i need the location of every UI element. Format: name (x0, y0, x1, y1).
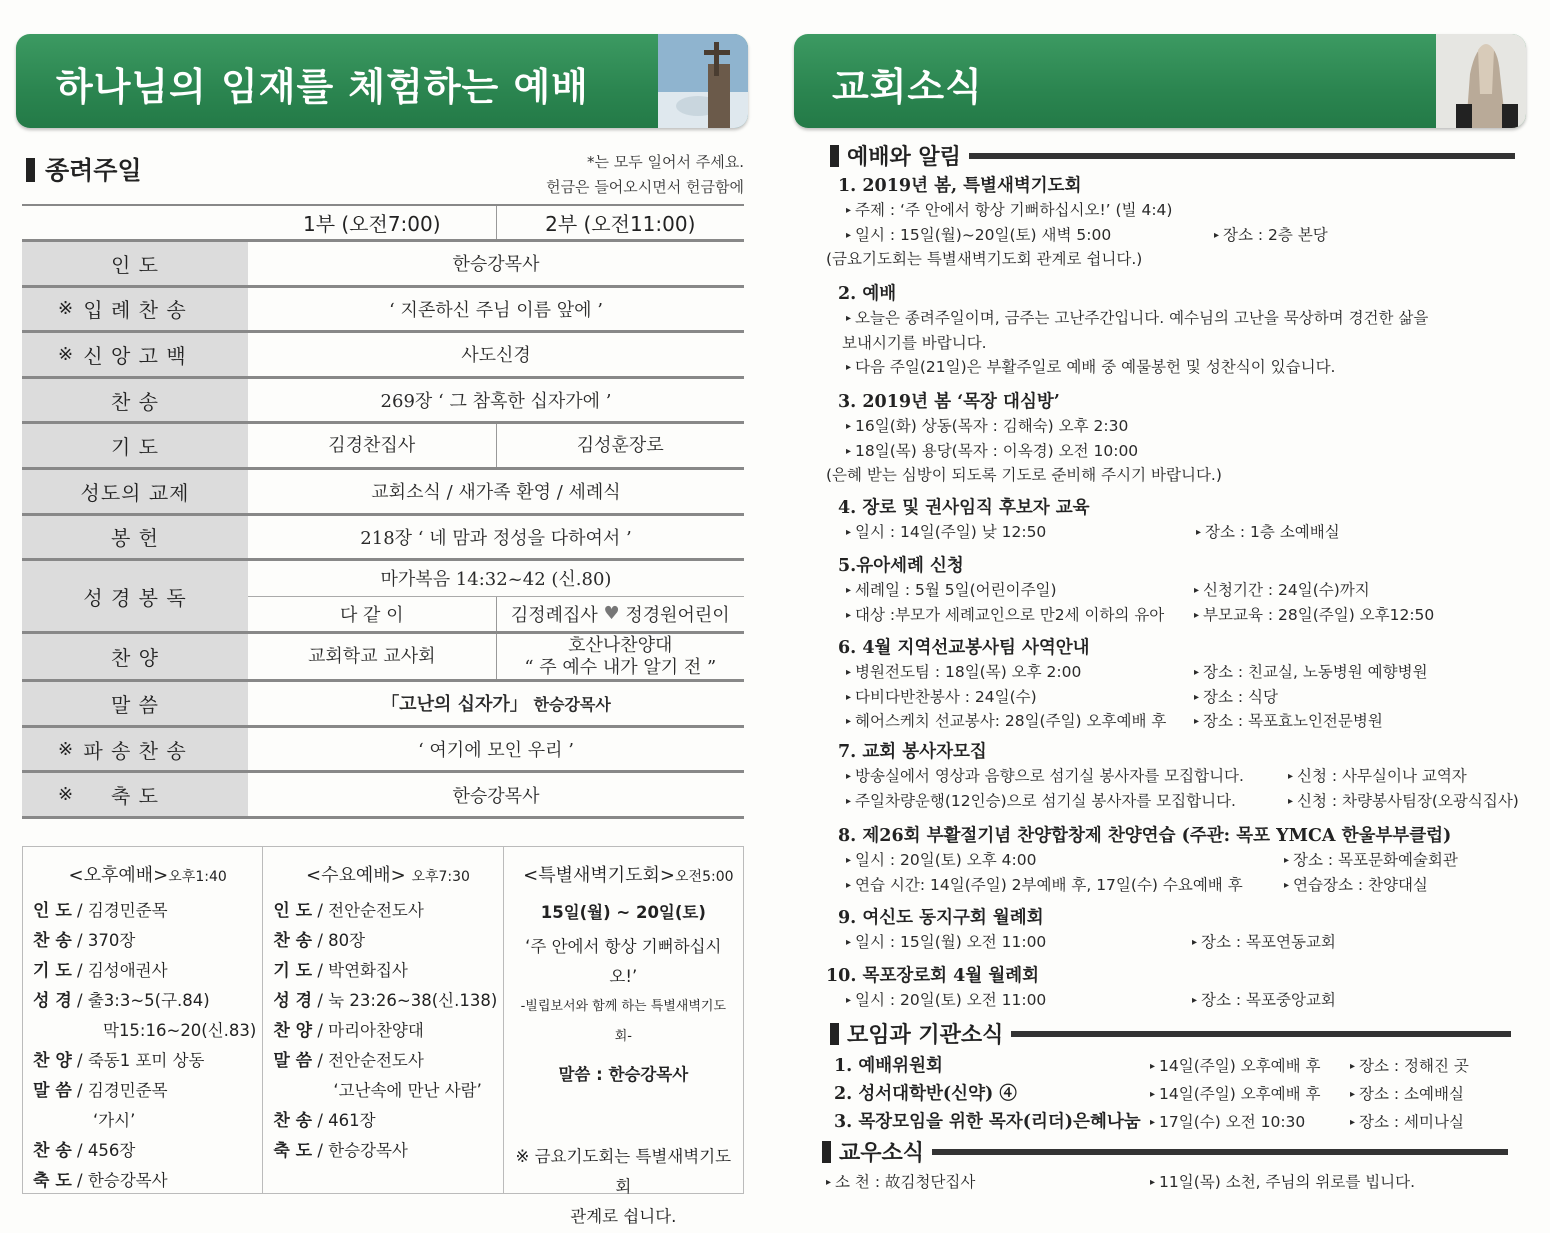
service-line-key: 찬 송 (273, 1111, 313, 1131)
group-place (1350, 1054, 1469, 1076)
dawn-date: 15일(월) ~ 20일(토) (540, 903, 706, 922)
service-line-value: 461장 (328, 1111, 376, 1130)
order-label: 인 도 (22, 242, 248, 285)
service-line (273, 1076, 502, 1106)
announcement-line (842, 331, 987, 353)
group-when (1150, 1110, 1305, 1132)
order-row (22, 634, 744, 682)
service-line-value: 눅 23:26~38(신.138) (328, 991, 498, 1010)
standing-mark: ※ (58, 343, 75, 365)
members-section-title (822, 1136, 1508, 1167)
service-line-key: 찬 양 (33, 1051, 72, 1071)
bullet-icon: ▸ (846, 691, 852, 703)
announcement-title: 2. 예배 (838, 284, 897, 304)
standing-mark: ※ (58, 784, 75, 806)
standing-mark: ※ (58, 298, 75, 320)
service-line: 찬 송 / 370장 (33, 931, 136, 951)
bullet-icon: ▸ (846, 585, 852, 596)
dawn-title-text: <특별새벽기도회> (523, 865, 676, 886)
order-label (22, 288, 248, 331)
section-bar (26, 158, 35, 182)
worship-banner (16, 34, 748, 128)
service-line: 축 도 / 한승강목사 (33, 1171, 168, 1191)
service-line-key: 성 경 (33, 991, 72, 1011)
service-line-value: ‘가시’ (93, 1111, 136, 1130)
announcement-line (846, 789, 1236, 811)
bullet-icon: ▸ (1214, 229, 1220, 241)
order-value-service-2 (496, 634, 745, 679)
service-line: 축 도 / 한승강목사 (273, 1141, 408, 1161)
praying-hands-image (1436, 34, 1526, 128)
order-label: 말 씀 (22, 682, 248, 725)
service-line: 찬 송 / 461장 (273, 1111, 376, 1131)
service-line-key: 찬 송 (273, 931, 313, 951)
group-when-text: 14일(주일) 오후예배 후 (1159, 1085, 1321, 1103)
preacher: 한승강목사 (533, 694, 611, 714)
announcement-detail-text: 장소 : 1층 소예배실 (1205, 523, 1340, 541)
service-section-title (26, 151, 142, 187)
service-line-value: 한승강목사 (87, 1171, 168, 1190)
order-label: 찬 양 (22, 634, 248, 679)
afternoon-time: 오후1:40 (168, 869, 227, 885)
announcement-line (846, 764, 1244, 786)
announcement-line-text: 18일(목) 용당(목자 : 이옥경) 오전 10:00 (855, 441, 1139, 460)
afternoon-title-text: <오후예배> (68, 865, 169, 886)
service-line: 기 도 / 박연화집사 (273, 961, 408, 981)
member-note-text: 11일(목) 소천, 주님의 위로를 빕니다. (1159, 1173, 1416, 1191)
scripture-reader-2 (496, 597, 745, 632)
service-line-value: 출3:3~5(구.84) (87, 991, 210, 1010)
announcement-detail (1288, 789, 1519, 811)
service-line-value: 456장 (87, 1141, 136, 1160)
group-when (1150, 1054, 1321, 1076)
service-line: 말 씀 / 전안순전도사 (273, 1051, 424, 1071)
announcement-detail (1196, 520, 1340, 542)
service-line: 찬 송 / 80장 (273, 931, 366, 951)
announcement-line (846, 578, 1057, 600)
order-value: 교회소식 / 새가족 환영 / 세례식 (371, 482, 621, 504)
service-line-key: 성 경 (273, 991, 313, 1011)
announcement-line-text: 대상 :부모가 세례교인으로 만2세 이하의 유아 (855, 605, 1165, 624)
group-title: 1. 예배위원회 (834, 1056, 943, 1076)
dawn-theme: ‘주 안에서 항상 기뻐하십시오!’ (525, 937, 722, 986)
order-row (22, 728, 744, 774)
announcement-line (846, 603, 1164, 625)
announcement-detail-text: 장소 : 목포연동교회 (1201, 933, 1336, 951)
announcement-line (826, 247, 1142, 269)
announcement-line-text: 일시 : 14일(주일) 낮 12:50 (855, 523, 1047, 541)
wednesday-title-text: <수요예배> (306, 865, 406, 886)
bullet-icon: ▸ (846, 667, 852, 678)
announcement-line-text: (금요기도회는 특별새벽기도회 관계로 쉽니다.) (826, 250, 1143, 268)
service-line-value: 죽동1 포미 상동 (87, 1051, 205, 1070)
announcement-line (846, 306, 1428, 328)
order-value: 한승강목사 (452, 254, 540, 276)
bullet-icon: ▸ (846, 609, 852, 621)
service-line-value: 마리아찬양대 (328, 1021, 424, 1040)
order-label: 성 경 봉 독 (22, 561, 248, 631)
announcement-line (846, 439, 1138, 461)
bullet-icon: ▸ (846, 879, 852, 891)
bullet-icon: ▸ (846, 229, 852, 241)
afternoon-title (33, 861, 262, 892)
group-place-text: 장소 : 정해진 곳 (1359, 1057, 1469, 1075)
group-when-text: 17일(수) 오전 10:30 (1159, 1113, 1306, 1131)
service-line-value: 한승강목사 (328, 1141, 408, 1160)
order-row (22, 424, 744, 470)
service-line-value: 김경민준목 (87, 1081, 168, 1100)
bullet-icon: ▸ (1284, 855, 1290, 866)
order-row (22, 682, 744, 728)
section-bar (822, 1141, 831, 1163)
announcement-line (846, 660, 1081, 682)
group-when-text: 14일(주일) 오후예배 후 (1159, 1057, 1321, 1075)
order-row (22, 516, 744, 562)
bullet-icon: ▸ (846, 445, 852, 457)
announcement-title: 1. 2019년 봄, 특별새벽기도회 (838, 176, 1082, 196)
bullet-icon: ▸ (846, 795, 852, 807)
service-line: 말 씀 / 김경민준목 (33, 1081, 168, 1101)
service-line: 기 도 / 김성애권사 (33, 961, 168, 981)
section-rule (932, 1149, 1508, 1155)
bullet-icon: ▸ (1284, 879, 1290, 891)
bullet-icon: ▸ (846, 421, 852, 432)
service-line-key: 말 씀 (33, 1081, 72, 1101)
announcement-line-text: 병원전도팀 : 18일(목) 오후 2:00 (855, 663, 1082, 681)
bullet-icon: ▸ (846, 313, 852, 324)
announcement-line-text: 연습 시간: 14일(주일) 2부예배 후, 17일(수) 수요예배 후 (855, 875, 1243, 894)
announcement-line (846, 223, 1111, 245)
member-item (826, 1170, 975, 1192)
bullet-icon: ▸ (1350, 1089, 1356, 1100)
announcement-line-text: 일시 : 20일(토) 오후 4:00 (855, 851, 1037, 869)
service-line-key: 인 도 (33, 901, 72, 921)
order-label: 봉 헌 (22, 516, 248, 559)
bullet-icon: ▸ (846, 937, 852, 948)
service-line-value: 김성애권사 (87, 961, 168, 980)
order-value (248, 682, 744, 725)
service-line-key: 찬 송 (33, 931, 72, 951)
announcement-detail-text: 부모교육 : 28일(주일) 오후12:50 (1203, 605, 1435, 624)
announcement-line-text: 다비다반찬봉사 : 24일(수) (855, 687, 1037, 706)
reader-name-b: 정경원어린이 (625, 604, 730, 626)
group-title: 2. 성서대학반(신약) ④ (834, 1084, 1017, 1104)
worship-banner-title: 하나님의 임재를 체험하는 예배 (56, 65, 589, 109)
service-line-value: 전안순전도사 (328, 901, 424, 920)
announcement-title: 7. 교회 봉사자모집 (838, 742, 987, 762)
bullet-icon: ▸ (1196, 527, 1202, 538)
announcement-line-text: 보내시기를 바랍니다. (842, 333, 987, 352)
dawn-prayer-box (503, 847, 743, 1226)
service-line: 찬 양 / 마리아찬양대 (273, 1021, 424, 1041)
order-value-service-2: 김성훈장로 (496, 424, 745, 467)
order-value: 218장 ‘ 네 맘과 정성을 다하여서 ’ (360, 527, 632, 549)
standing-mark: ※ (58, 738, 75, 760)
announcement-line (846, 685, 1037, 707)
notice-line-2: 헌금은 들어오시면서 헌금함에 (546, 178, 744, 196)
service-line: 성 경 / 눅 23:26~38(신.138) (273, 991, 498, 1011)
announcement-line-text: (은혜 받는 심방이 되도록 기도로 준비해 주시기 바랍니다.) (826, 466, 1222, 484)
service-line: 인 도 / 전안순전도사 (273, 901, 424, 921)
order-label: 찬 송 (22, 379, 248, 422)
service-line-key: 축 도 (273, 1141, 313, 1161)
bullet-icon: ▸ (846, 362, 852, 373)
announcement-line-text: 주제 : ‘주 안에서 항상 기뻐하십시오!’ (빌 4:4) (855, 201, 1173, 219)
member-item-text: 소 천 : 故김청단집사 (835, 1173, 976, 1191)
order-header (22, 204, 744, 242)
dawn-time: 오전5:00 (675, 869, 734, 885)
announcement-line-text: 방송실에서 영상과 음향으로 섬기실 봉사자를 모집합니다. (855, 767, 1244, 785)
order-label-text: 축 도 (111, 784, 159, 809)
service-line-key: 기 도 (273, 961, 313, 981)
announcement-title: 3. 2019년 봄 ‘목장 대심방’ (838, 392, 1060, 412)
order-label: 기 도 (22, 424, 248, 467)
service-line: 성 경 / 출3:3~5(구.84) (33, 991, 210, 1011)
group-when (1150, 1082, 1321, 1104)
bullet-icon: ▸ (826, 1177, 832, 1188)
order-label-text: 신 앙 고 백 (83, 343, 187, 368)
announcement-detail-text: 신청 : 사무실이나 교역자 (1297, 767, 1467, 785)
groups-list (826, 1052, 1526, 1132)
group-title: 3. 목장모임을 위한 목자(리더)은혜나눔 (834, 1112, 1141, 1132)
dawn-speaker: 말씀 : 한승강목사 (558, 1065, 689, 1084)
service-line (33, 1106, 262, 1136)
announcement-detail (1288, 764, 1467, 786)
announcement-line-text: 오늘은 종려주일이며, 금주는 고난주간입니다. 예수님의 고난을 묵상하며 경건한 삶을 (855, 309, 1429, 327)
service-line-key: 말 씀 (273, 1051, 313, 1071)
service-line-value: 370장 (87, 931, 136, 950)
order-row (22, 242, 744, 288)
order-label (22, 773, 248, 816)
service-line-value: ‘고난속에 만난 사람’ (333, 1081, 482, 1100)
order-value: ‘ 지존하신 주님 이름 앞에 ’ (389, 299, 603, 321)
announcements-section-title (830, 140, 1515, 171)
announcement-line-text: 헤어스케치 선교봉사: 28일(주일) 오후예배 후 (855, 712, 1167, 730)
service-line-value: 막15:16~20(신.83) (103, 1021, 257, 1040)
news-banner-title: 교회소식 (832, 65, 983, 109)
other-services (22, 846, 744, 1226)
section-bar (830, 1023, 839, 1045)
announcement-detail-text: 연습장소 : 찬양대실 (1293, 875, 1428, 894)
announcement-detail-text: 장소 : 식당 (1203, 687, 1278, 706)
service-line-value: 80장 (328, 931, 366, 950)
group-place (1350, 1110, 1464, 1132)
bullet-icon: ▸ (1194, 609, 1200, 621)
announcement-detail (1284, 873, 1428, 895)
announcement-title: 10. 목포장로회 4월 월례회 (826, 966, 1040, 986)
service-line-key: 찬 송 (33, 1141, 72, 1161)
section-bar (830, 145, 839, 167)
bullet-icon: ▸ (846, 855, 852, 866)
bullet-icon: ▸ (1288, 771, 1294, 782)
service-2-label: 2부 (오전11:00) (496, 206, 745, 239)
section-rule (969, 153, 1515, 159)
announcement-title: 4. 장로 및 권사임직 후보자 교육 (838, 498, 1090, 518)
announcement-title: 8. 제26회 부활절기념 찬양합창제 찬양연습 (주관: 목포 YMCA 한울부부클럽) (838, 826, 1452, 846)
service-line-key: 인 도 (273, 901, 313, 921)
order-value: 269장 ‘ 그 참혹한 십자가에 ’ (380, 391, 612, 413)
dawn-title (514, 861, 743, 892)
news-banner (794, 34, 1526, 128)
service-line-value: 김경민준목 (87, 901, 168, 920)
announcement-line (846, 198, 1172, 220)
announcement-detail-text: 장소 : 2층 본당 (1223, 225, 1328, 244)
order-row (22, 561, 744, 634)
announcement-detail (1194, 660, 1428, 682)
announcement-line-text: 일시 : 15일(월) 오전 11:00 (855, 933, 1047, 951)
bullet-icon: ▸ (1150, 1177, 1156, 1188)
announcement-detail-text: 신청 : 차량봉사팀장(오광식집사) (1297, 791, 1519, 810)
bullet-icon: ▸ (846, 716, 852, 727)
service-line: 찬 양 / 죽동1 포미 상동 (33, 1051, 205, 1071)
announcement-detail (1194, 578, 1370, 600)
bullet-icon: ▸ (1192, 937, 1198, 948)
afternoon-service-box (23, 847, 262, 1193)
bullet-icon: ▸ (1194, 667, 1200, 678)
section-rule (1011, 1031, 1511, 1037)
bullet-icon: ▸ (1288, 795, 1294, 807)
order-label: 성도의 교제 (22, 470, 248, 513)
bullet-icon: ▸ (846, 995, 852, 1006)
dawn-subtitle: -빌립보서와 함께 하는 특별새벽기도회- (520, 999, 727, 1044)
announcement-detail (1192, 988, 1336, 1010)
service-line: 인 도 / 김경민준목 (33, 901, 168, 921)
announcement-detail (1284, 848, 1458, 870)
announcement-detail-text: 신청기간 : 24일(수)까지 (1203, 581, 1370, 599)
order-value-service-1: 김경찬집사 (328, 434, 416, 456)
order-label-text: 파 송 찬 송 (83, 738, 187, 763)
afternoon-lines (33, 896, 262, 1196)
announcement-line (846, 709, 1166, 731)
order-row (22, 379, 744, 425)
bullet-icon: ▸ (1350, 1061, 1356, 1072)
service-line-value: 박연화집사 (328, 961, 408, 980)
announcement-line (846, 988, 1046, 1010)
announcement-title: 5.유아세례 신청 (838, 556, 964, 576)
announcement-detail (1192, 930, 1336, 952)
service-line: 찬 송 / 456장 (33, 1141, 136, 1161)
service-1-label: 1부 (오전7:00) (302, 212, 441, 236)
announcement-detail (1194, 685, 1278, 707)
announcement-line-text: 16일(화) 상동(목자 : 김해숙) 오후 2:30 (855, 417, 1129, 435)
service-line-key: 축 도 (33, 1171, 72, 1191)
order-row (22, 773, 744, 819)
order-value: 한승강목사 (452, 785, 540, 807)
bullet-icon: ▸ (1150, 1061, 1156, 1072)
scripture-reference: 마가복음 14:32~42 (신.80) (248, 561, 744, 597)
service-line-key: 찬 양 (273, 1021, 313, 1041)
bullet-icon: ▸ (1350, 1117, 1356, 1128)
announcement-line-text: 세례일 : 5월 5일(어린이주일) (855, 581, 1057, 599)
announcement-detail-text: 장소 : 목포문화예술회관 (1293, 851, 1458, 869)
order-value: 사도신경 (461, 345, 531, 367)
dawn-note-1: ※ 금요기도회는 특별새벽기도회 (515, 1147, 732, 1196)
announcements (826, 172, 1526, 1012)
members-news (826, 1168, 1526, 1194)
order-label (22, 333, 248, 376)
sermon-title: 「고난의 십자가」 (381, 694, 528, 716)
order-row (22, 333, 744, 379)
reader-name-a: 김정례집사 (510, 604, 598, 626)
group-place-text: 장소 : 세미나실 (1359, 1113, 1464, 1131)
section-title-text: 예배와 알림 (847, 145, 961, 170)
order-row (22, 470, 744, 516)
announcement-line-text: 일시 : 15일(월)~20일(토) 새벽 5:00 (855, 225, 1112, 244)
announcement-detail-text: 장소 : 목포중앙교회 (1201, 991, 1336, 1009)
section-title-text: 교우소식 (839, 1141, 925, 1166)
announcement-line (826, 463, 1222, 485)
service-line (33, 1016, 262, 1046)
order-of-service (22, 204, 744, 819)
announcement-line-text: 다음 주일(21일)은 부활주일로 예배 중 예물봉헌 및 성찬식이 있습니다. (855, 358, 1336, 376)
section-title-text: 종려주일 (45, 156, 142, 185)
announcement-title: 6. 4월 지역선교봉사팀 사역안내 (838, 638, 1090, 658)
order-value: ‘ 여기에 모인 우리 ’ (417, 740, 575, 762)
bullet-icon: ▸ (846, 527, 852, 538)
choir-name: 호산나찬양대 (568, 634, 673, 656)
announcement-detail (1194, 603, 1434, 625)
wednesday-lines (273, 896, 502, 1166)
bullet-icon: ▸ (846, 771, 852, 782)
service-notice (546, 150, 744, 200)
announcement-line (846, 355, 1335, 377)
order-value-service-1: 교회학교 교사회 (308, 645, 436, 667)
announcement-line (846, 520, 1046, 542)
order-label (22, 728, 248, 771)
announcement-detail-text: 장소 : 목포효노인전문병원 (1203, 712, 1383, 730)
bullet-icon: ▸ (1192, 995, 1198, 1006)
groups-section-title (830, 1018, 1511, 1049)
heart-icon: ♥ (597, 603, 626, 625)
section-title-text: 모임과 기관소식 (847, 1023, 1004, 1048)
notice-line-1: *는 모두 일어서 주세요. (587, 153, 744, 171)
group-place-text: 장소 : 소예배실 (1359, 1085, 1464, 1103)
announcement-line (846, 848, 1036, 870)
service-line-key: 기 도 (33, 961, 72, 981)
announcement-line (846, 930, 1046, 952)
announcement-line (846, 414, 1128, 436)
wednesday-time: 오후7:30 (411, 869, 470, 885)
announcement-detail (1214, 223, 1328, 245)
scripture-reader-1: 다 같 이 (339, 604, 404, 626)
announcement-detail-text: 장소 : 친교실, 노동병원 예향병원 (1203, 663, 1428, 681)
wednesday-service-box (262, 847, 502, 1193)
choir-song: “ 주 예수 내가 알기 전 ” (524, 656, 717, 678)
announcement-line-text: 일시 : 20일(토) 오전 11:00 (855, 991, 1047, 1009)
order-label-text: 입 례 찬 송 (83, 298, 187, 323)
bullet-icon: ▸ (846, 205, 852, 216)
announcement-detail (1194, 709, 1383, 731)
service-line-value: 전안순전도사 (328, 1051, 424, 1070)
bullet-icon: ▸ (1150, 1089, 1156, 1100)
bullet-icon: ▸ (1194, 691, 1200, 703)
announcement-line-text: 주일차량운행(12인승)으로 섬기실 봉사자를 모집합니다. (855, 791, 1236, 810)
member-note (1150, 1170, 1415, 1192)
bullet-icon: ▸ (1194, 585, 1200, 596)
announcement-title: 9. 여신도 동지구회 월례회 (838, 908, 1044, 928)
order-row (22, 288, 744, 334)
announcement-line (846, 873, 1243, 895)
dawn-note-2: 관계로 쉽니다. (570, 1207, 677, 1226)
bullet-icon: ▸ (1150, 1117, 1156, 1128)
cross-statue-image (658, 34, 748, 128)
wednesday-title (273, 861, 502, 892)
bullet-icon: ▸ (1194, 716, 1200, 727)
group-place (1350, 1082, 1464, 1104)
